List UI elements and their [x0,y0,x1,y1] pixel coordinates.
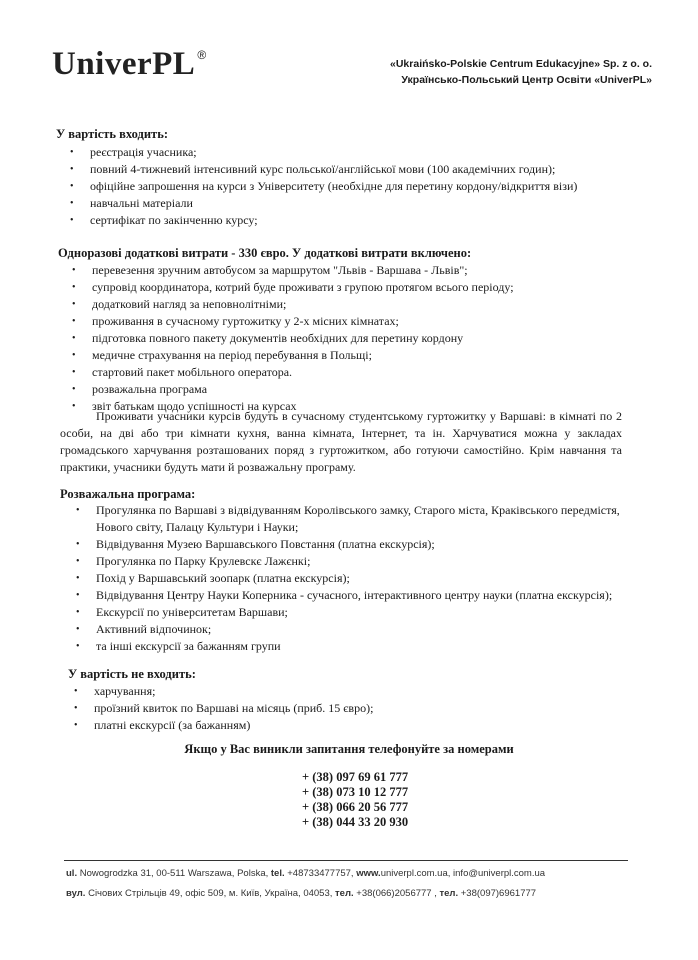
list-item: • додатковий нагляд за неповнолітніми; [72,297,287,311]
bullet-icon: • [70,198,74,209]
list-item: • сертифікат по закінченню курсу; [70,213,258,227]
bullet-icon: • [76,505,80,516]
list-item: • проживання в сучасному гуртожитку у 2-х місних кімнатах; [72,314,399,328]
list-item: • підготовка повного пакету документів необхідних для перетину кордону [72,331,464,345]
not-included-title: У вартість не входить: [68,667,196,681]
entertainment-list [66,502,626,655]
bullet-icon: • [74,686,78,697]
bullet-icon: • [70,147,74,158]
bullet-icon: • [76,573,80,584]
list-item: • розважальна програма [72,382,208,396]
bullet-icon: • [74,720,78,731]
list-item: • Похід у Варшавський зоопарк (платна екскурсія); [76,571,350,585]
list-item: • звіт батькам щодо успішності на курсах [72,399,297,413]
list-item: • навчальні матеріали [70,196,193,210]
included-title: У вартість входить: [56,127,168,141]
univerpl-logo [52,46,206,83]
included-list [60,144,620,229]
bullet-icon: • [70,164,74,175]
footer-divider [64,860,628,861]
footer-address-ua [66,888,536,899]
entertainment-title: Розважальна програма: [60,487,196,501]
phone-number: + (38) 066 20 56 777 [302,800,409,814]
phone-list [302,770,408,830]
list-item: • проїзний квиток по Варшаві на місяць (приб. 15 євро); [74,701,374,715]
registered-mark: ® [197,48,207,62]
footer-address: Nowogrodzka 31, 00-511 Warszawa, Polska, [77,868,271,879]
extra-costs-list [62,262,622,415]
contact-question: Якщо у Вас виникли запитання телефонуйте за номерами [184,742,514,756]
bullet-icon: • [70,181,74,192]
phone-number: + (38) 044 33 20 930 [302,815,409,829]
footer-phone: +48733477757, [284,868,357,879]
list-item: • стартовий пакет мобільного оператора. [72,365,293,379]
list-item: • харчування; [74,684,156,698]
bullet-icon: • [72,333,76,344]
footer-tel-label: тел. [439,888,459,899]
list-item: • супровід координатора, котрий буде проживати з групою протягом всього періоду; [72,280,514,294]
bullet-icon: • [76,590,80,601]
list-item: • реєстрація учасника; [70,145,197,159]
bullet-icon: • [76,607,80,618]
bullet-icon: • [72,265,76,276]
bullet-icon: • [72,316,76,327]
logo-text: UniverPL [52,46,196,82]
company-name-ua: Українсько-Польський Центр Освіти «UniverPL» [401,74,652,86]
footer-phone: +38(066)2056777 , [353,888,440,899]
bullet-icon: • [76,641,80,652]
bullet-icon: • [72,367,76,378]
list-item: • Відвідування Музею Варшавського Повстання (платна екскурсія); [76,537,435,551]
company-name [390,56,652,88]
footer-address: Січових Стрільців 49, офіс 509, м. Київ, Україна, 04053, [85,888,336,899]
footer-tel-label: тел. [335,888,354,899]
footer-website-link[interactable]: univerpl.com.ua, [380,868,454,879]
list-item: • Прогулянка по Варшаві з відвідуванням Королівського замку, Старого міста, Краківського передмістя, Нового світу, Палацу Культури і Науки; [76,503,620,534]
list-item: • Прогулянка по Парку Крулевскє Лажєнкі; [76,554,311,568]
footer-www-label: www. [356,868,381,879]
company-name-pl: «Ukraińsko-Polskie Centrum Edukacyjne» Sp. z o. o. [390,58,652,70]
bullet-icon: • [76,624,80,635]
bullet-icon: • [76,539,80,550]
list-item: • платні екскурсії (за бажанням) [74,718,251,732]
list-item: • повний 4-тижневий інтенсивний курс польської/англійської мови (100 академічних годин); [70,162,556,176]
bullet-icon: • [72,350,76,361]
list-item: • офіційне запрошення на курси з Університету (необхідне для перетину кордону/відкриття візи) [70,179,578,193]
list-item: • Екскурсії по університетам Варшави; [76,605,288,619]
bullet-icon: • [72,282,76,293]
list-item: • Відвідування Центру Науки Коперника - сучасного, інтерактивного центру науки (платна екскурсія); [76,588,613,602]
accommodation-paragraph [60,408,622,476]
bullet-icon: • [70,215,74,226]
list-item: • медичне страхування на період перебування в Польщі; [72,348,372,362]
list-item: • Активний відпочинок; [76,622,212,636]
footer-vul-label: вул. [66,888,86,899]
bullet-icon: • [76,556,80,567]
bullet-icon: • [72,384,76,395]
list-item: • перевезення зручним автобусом за маршрутом "Львів - Варшава - Львів"; [72,263,468,277]
phone-number: + (38) 073 10 12 777 [302,785,409,799]
bullet-icon: • [74,703,78,714]
bullet-icon: • [72,299,76,310]
bullet-icon: • [72,401,76,412]
footer-tel-label: tel. [270,868,285,879]
footer-email-link[interactable]: info@univerpl.com.ua [453,868,546,879]
extra-costs-title: Одноразові додаткові витрати - 330 євро. У додаткові витрати включено: [58,246,472,260]
footer-address-pl [66,868,545,879]
footer-ul-label: ul. [66,868,78,879]
list-item: • та інші екскурсії за бажанням групи [76,639,281,653]
accommodation-text: Проживати учасники курсів будуть в сучасному студентському гуртожитку у Варшаві: в кімнаті по 2 особи, на дві або три кімнати кухня, ванна кімната, Інтернет, та ін. Харчуватися можна у закладах громадського харчування розташованих поряд з гуртожитком, або готуючи самостійно. Крім навчання та практики, учасники будуть мати й розважальну програму. [60,409,622,474]
phone-number: + (38) 097 69 61 777 [302,770,409,784]
footer-phone: +38(097)6961777 [458,888,537,899]
not-included-list [64,683,624,734]
